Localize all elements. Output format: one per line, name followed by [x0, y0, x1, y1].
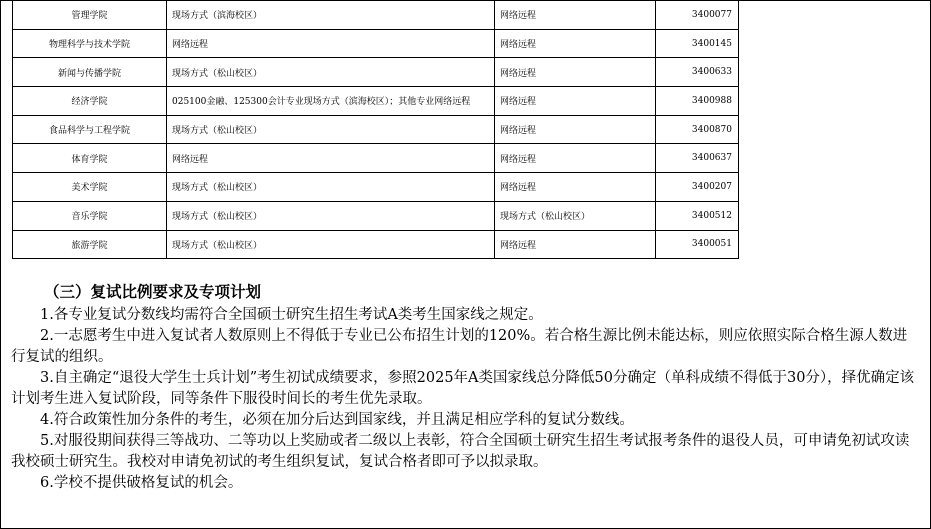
- policy-item: 5.对服役期间获得三等战功、二等功以上奖励或者二级以上表彰，符合全国硕士研究生招生考试报考条件的退役人员，可申请免初试攻读我校硕士研究生。我校对申请免初试的考生组织复试，复试合格者即可予以拟录取。: [11, 433, 910, 470]
- table-row: [13, 173, 739, 202]
- policy-item: 4.符合政策性加分条件的考生，必须在加分后达到国家线，并且满足相应学科的复试分数线。: [40, 412, 634, 428]
- phone-cell: 3400207: [656, 173, 739, 202]
- college-cell: 经济学院: [13, 87, 167, 116]
- mode-cell: 网络远程: [495, 58, 656, 87]
- mode-cell: 025100金融、125300会计专业现场方式（滨海校区）；其他专业网络远程: [167, 87, 495, 116]
- phone-cell: 3400145: [656, 29, 739, 58]
- policy-item: 2.一志愿考生中进入复试者人数原则上不得低于专业已公布招生计划的120%。若合格生源比例未能达标，则应依照实际合格生源人数进行复试的组织。: [11, 328, 908, 365]
- mode-cell: 现场方式（松山校区）: [167, 201, 495, 230]
- college-cell: 新闻与传播学院: [13, 58, 167, 87]
- college-cell: 音乐学院: [13, 201, 167, 230]
- mode-cell: 网络远程: [495, 173, 656, 202]
- table-row: [13, 1, 739, 30]
- phone-cell: 3400077: [656, 1, 739, 30]
- section-body: [11, 282, 915, 494]
- mode-cell: 现场方式（松山校区）: [167, 115, 495, 144]
- mode-cell: 现场方式（滨海校区）: [167, 1, 495, 30]
- mode-cell: 网络远程: [495, 144, 656, 173]
- section-heading: （三）复试比例要求及专项计划: [44, 282, 262, 301]
- mode-cell: 网络远程: [495, 230, 656, 259]
- mode-cell: 网络远程: [167, 144, 495, 173]
- table-row: [13, 230, 739, 259]
- mode-cell: 网络远程: [495, 87, 656, 116]
- policy-item: 1.各专业复试分数线均需符合全国硕士研究生招生考试A类考生国家线之规定。: [40, 307, 543, 323]
- table-row: [13, 144, 739, 173]
- phone-cell: 3400988: [656, 87, 739, 116]
- table-row: [13, 29, 739, 58]
- college-cell: 旅游学院: [13, 230, 167, 259]
- table-row: [13, 201, 739, 230]
- phone-cell: 3400051: [656, 230, 739, 259]
- phone-cell: 3400870: [656, 115, 739, 144]
- table-row: [13, 115, 739, 144]
- mode-cell: 现场方式（松山校区）: [167, 58, 495, 87]
- policy-item: 3.自主确定“退役大学生士兵计划”考生初试成绩要求，参照2025年A类国家线总分降低50分确定（单科成绩不得低于30分），择优确定该计划考生进入复试阶段，同等条件下服役时间长的考生优先录取。: [11, 370, 915, 407]
- mode-cell: 现场方式（松山校区）: [495, 201, 656, 230]
- mode-cell: 网络远程: [495, 1, 656, 30]
- college-cell: 管理学院: [13, 1, 167, 30]
- table-row: [13, 58, 739, 87]
- policy-item: 6.学校不提供破格复试的机会。: [40, 475, 243, 491]
- table-row: [13, 87, 739, 116]
- interview-mode-table: [12, 0, 739, 259]
- college-cell: 美术学院: [13, 173, 167, 202]
- phone-cell: 3400512: [656, 201, 739, 230]
- mode-cell: 现场方式（松山校区）: [167, 230, 495, 259]
- college-cell: 体育学院: [13, 144, 167, 173]
- college-cell: 物理科学与技术学院: [13, 29, 167, 58]
- phone-cell: 3400633: [656, 58, 739, 87]
- phone-cell: 3400637: [656, 144, 739, 173]
- mode-cell: 现场方式（松山校区）: [167, 173, 495, 202]
- college-cell: 食品科学与工程学院: [13, 115, 167, 144]
- mode-cell: 网络远程: [167, 29, 495, 58]
- mode-cell: 网络远程: [495, 29, 656, 58]
- mode-cell: 网络远程: [495, 115, 656, 144]
